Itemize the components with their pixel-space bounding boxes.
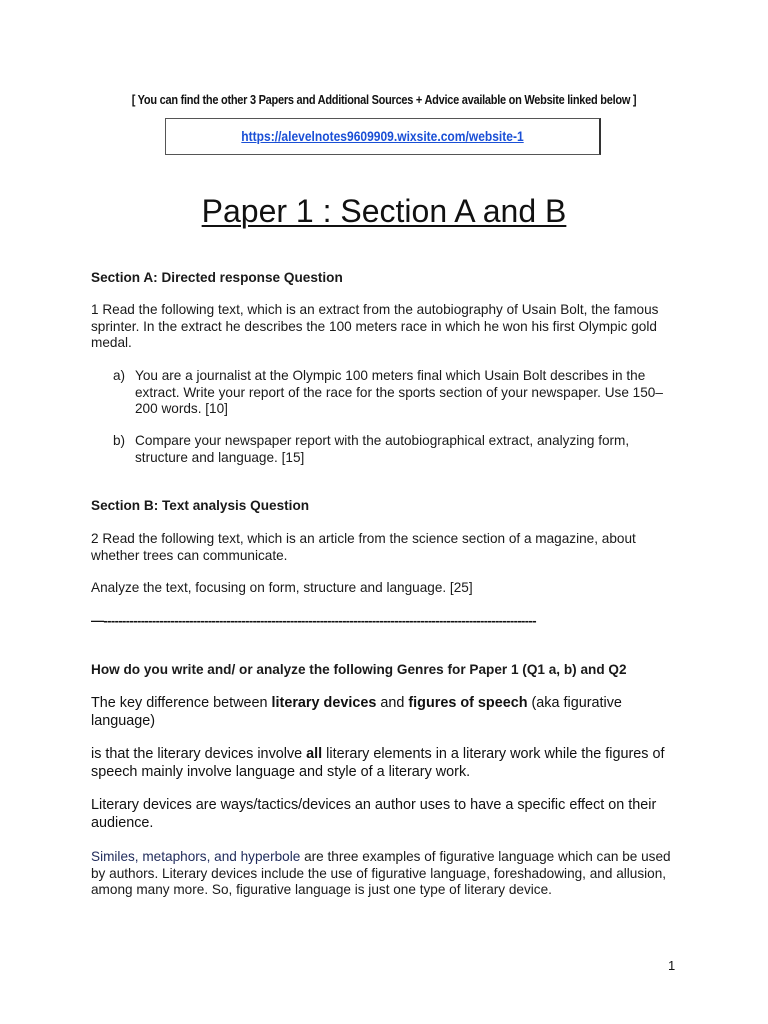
figures-of-speech-term: figures of speech [408,695,528,711]
text-run: The key difference between [91,695,272,711]
all-term: all [306,746,323,762]
section-b-heading: Section B: Text analysis Question [91,498,310,513]
text-run: (aka figurative language) [91,695,622,729]
text-run: is that the literary devices involve [91,746,307,762]
text-run: literary elements in a literary work while the figures of speech mainly involve language and style of a literary work. [91,746,665,780]
page-title [0,193,768,230]
section-a-item-b [113,433,673,466]
section-b-task: Analyze the text, focusing on form, structure and language. [25] [91,580,473,595]
website-notice: [ You can find the other 3 Papers and Additional Sources + Advice available on Website linked below ] [131,93,637,107]
page-title-text: Paper 1 : Section A and B [201,193,567,229]
section-a-item-a [113,368,673,418]
section-a-heading: Section A: Directed response Question [91,270,343,285]
page-number: 1 [668,958,676,973]
genres-heading: How do you write and/ or analyze the following Genres for Paper 1 (Q1 a, b) and Q2 [91,662,627,677]
genres-paragraph-2 [91,746,671,781]
section-a-intro: 1 Read the following text, which is an extract from the autobiography of Usain Bolt, the famous sprinter. In the extract he describes the 100 meters race in which he won his first Olympic gold medal. [91,302,659,350]
website-link[interactable]: https://alevelnotes9609909.wixsite.com/website-1 [241,128,524,144]
section-b-intro: 2 Read the following text, which is an article from the science section of a magazine, about whether trees can communicate. [91,531,636,563]
item-marker: a) [113,368,126,383]
genres-paragraph-4 [91,849,671,899]
figurative-examples: Similes, metaphors, and hyperbole [91,849,301,864]
literary-devices-term: literary devices [271,695,377,711]
genres-paragraph-3: Literary devices are ways/tactics/devices an author uses to have a specific effect on their audience. [91,797,657,831]
item-text: You are a journalist at the Olympic 100 meters final which Usain Bolt describes in the extract. Write your report of the race for the sports section of your newspaper. Use 150–200 words. [10] [135,368,663,416]
item-marker: b) [113,433,126,448]
text-run: and [376,695,409,711]
item-text: Compare your newspaper report with the autobiographical extract, analyzing form, structure and language. [15] [135,433,630,465]
genres-paragraph-1 [91,695,671,730]
link-box [165,118,601,155]
separator-line: —-------------------------------------------------------------------------------------------------------------------- [91,613,536,628]
text-run: are three examples of figurative language which can be used by authors. Literary devices include the use of figurative language, foreshadowing, and allusion, among many more. So, figurative language is just one type of literary device. [91,849,671,897]
